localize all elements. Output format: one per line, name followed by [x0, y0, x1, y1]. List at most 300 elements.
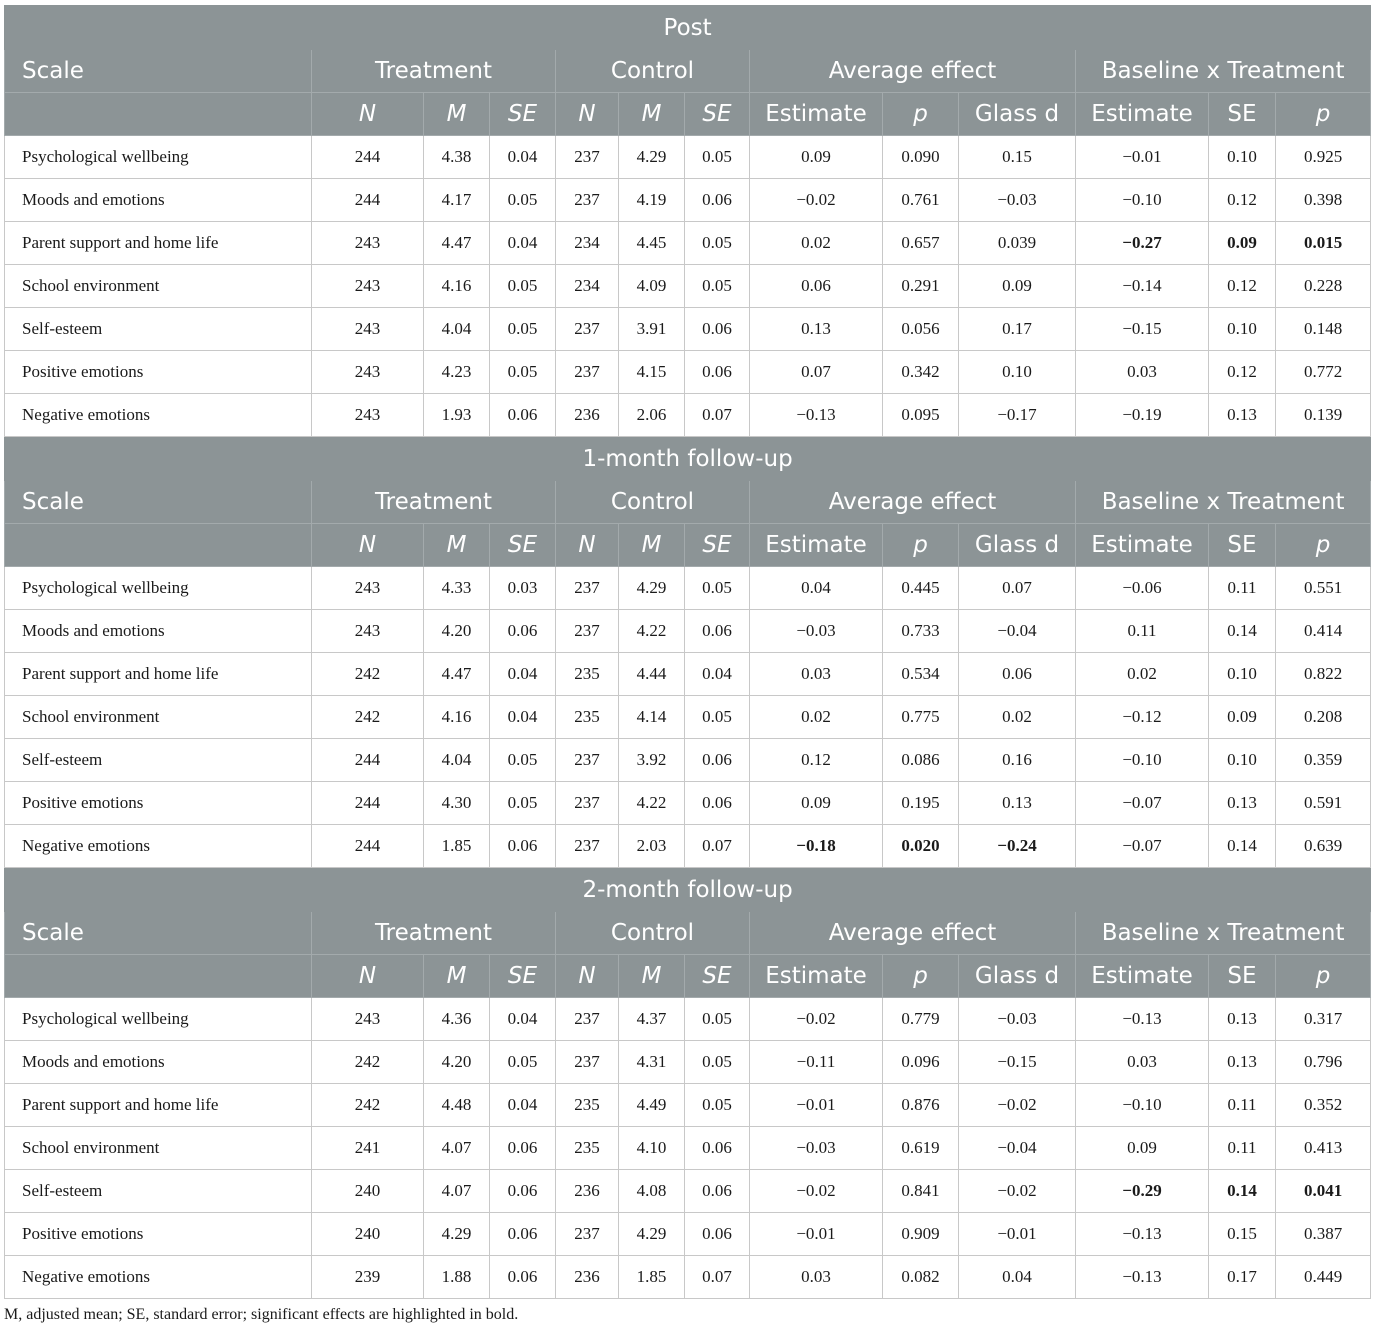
- scale-label: School environment: [5, 265, 312, 308]
- sub-header-treatment-m: M: [424, 93, 490, 136]
- cell-control-m: 4.22: [619, 610, 685, 653]
- cell-control-n: 237: [556, 567, 619, 610]
- cell-control-n: 234: [556, 265, 619, 308]
- cell-avg-p: 0.291: [883, 265, 959, 308]
- cell-avg-p: 0.056: [883, 308, 959, 351]
- treatment-header: Treatment: [312, 912, 556, 955]
- cell-control-se: 0.06: [685, 1127, 750, 1170]
- cell-control-m: 4.14: [619, 696, 685, 739]
- cell-treatment-se: 0.06: [490, 825, 556, 868]
- cell-glass-d: −0.04: [959, 610, 1076, 653]
- cell-control-se: 0.05: [685, 222, 750, 265]
- sub-header-treatment-n: N: [312, 955, 424, 998]
- cell-avg-p: 0.657: [883, 222, 959, 265]
- cell-control-m: 4.31: [619, 1041, 685, 1084]
- cell-control-n: 235: [556, 653, 619, 696]
- baseline-x-treatment-header: Baseline x Treatment: [1076, 50, 1371, 93]
- sub-header-control-n: N: [556, 93, 619, 136]
- cell-treatment-m: 4.16: [424, 265, 490, 308]
- cell-interaction-se: 0.17: [1209, 1256, 1276, 1299]
- cell-glass-d: −0.03: [959, 179, 1076, 222]
- cell-avg-p: 0.082: [883, 1256, 959, 1299]
- cell-interaction-se: 0.12: [1209, 351, 1276, 394]
- table-row: [5, 308, 1371, 351]
- cell-control-se: 0.05: [685, 998, 750, 1041]
- cell-avg-estimate: −0.02: [750, 179, 883, 222]
- cell-treatment-n: 243: [312, 394, 424, 437]
- cell-avg-estimate: −0.18: [750, 825, 883, 868]
- cell-treatment-se: 0.03: [490, 567, 556, 610]
- table-footnote: M, adjusted mean; SE, standard error; significant effects are highlighted in bold.: [4, 1306, 519, 1323]
- sub-header-treatment-se: SE: [490, 524, 556, 567]
- cell-treatment-se: 0.04: [490, 222, 556, 265]
- cell-treatment-se: 0.04: [490, 998, 556, 1041]
- table-row: [5, 567, 1371, 610]
- table-row: [5, 739, 1371, 782]
- cell-interaction-estimate: −0.19: [1076, 394, 1209, 437]
- cell-treatment-n: 242: [312, 1084, 424, 1127]
- cell-interaction-estimate: 0.03: [1076, 351, 1209, 394]
- cell-interaction-p: 0.148: [1276, 308, 1371, 351]
- sub-header-avg-p: p: [883, 955, 959, 998]
- cell-interaction-p: 0.772: [1276, 351, 1371, 394]
- cell-treatment-n: 243: [312, 351, 424, 394]
- table-row: [5, 825, 1371, 868]
- scale-label: Positive emotions: [5, 1213, 312, 1256]
- cell-control-se: 0.05: [685, 265, 750, 308]
- cell-treatment-m: 4.07: [424, 1127, 490, 1170]
- cell-treatment-se: 0.05: [490, 1041, 556, 1084]
- cell-control-m: 4.10: [619, 1127, 685, 1170]
- cell-control-n: 237: [556, 825, 619, 868]
- cell-glass-d: 0.17: [959, 308, 1076, 351]
- cell-interaction-p: 0.551: [1276, 567, 1371, 610]
- sub-header-avg-p: p: [883, 93, 959, 136]
- cell-interaction-p: 0.228: [1276, 265, 1371, 308]
- cell-control-m: 2.03: [619, 825, 685, 868]
- cell-control-n: 237: [556, 1213, 619, 1256]
- cell-glass-d: −0.03: [959, 998, 1076, 1041]
- cell-treatment-se: 0.06: [490, 1127, 556, 1170]
- section-title-row: [5, 868, 1371, 912]
- cell-avg-estimate: 0.03: [750, 1256, 883, 1299]
- cell-control-n: 235: [556, 696, 619, 739]
- cell-treatment-m: 4.29: [424, 1213, 490, 1256]
- cell-treatment-n: 242: [312, 653, 424, 696]
- cell-control-se: 0.05: [685, 1084, 750, 1127]
- cell-interaction-se: 0.12: [1209, 265, 1276, 308]
- scale-header: Scale: [5, 50, 312, 93]
- sub-header-control-se: SE: [685, 93, 750, 136]
- cell-treatment-m: 4.48: [424, 1084, 490, 1127]
- cell-interaction-estimate: −0.14: [1076, 265, 1209, 308]
- cell-avg-p: 0.445: [883, 567, 959, 610]
- cell-treatment-se: 0.05: [490, 351, 556, 394]
- cell-avg-p: 0.086: [883, 739, 959, 782]
- cell-interaction-p: 0.317: [1276, 998, 1371, 1041]
- cell-avg-estimate: 0.03: [750, 653, 883, 696]
- cell-control-n: 237: [556, 782, 619, 825]
- cell-interaction-p: 0.449: [1276, 1256, 1371, 1299]
- cell-interaction-estimate: −0.10: [1076, 1084, 1209, 1127]
- sub-header-glass-d: Glass d: [959, 524, 1076, 567]
- cell-glass-d: −0.01: [959, 1213, 1076, 1256]
- cell-interaction-estimate: −0.01: [1076, 136, 1209, 179]
- cell-control-m: 4.29: [619, 1213, 685, 1256]
- sub-header-interaction-estimate: Estimate: [1076, 524, 1209, 567]
- cell-glass-d: 0.04: [959, 1256, 1076, 1299]
- sub-header-treatment-se: SE: [490, 955, 556, 998]
- cell-interaction-se: 0.10: [1209, 653, 1276, 696]
- cell-avg-estimate: −0.03: [750, 1127, 883, 1170]
- cell-treatment-se: 0.04: [490, 696, 556, 739]
- cell-control-m: 4.08: [619, 1170, 685, 1213]
- cell-control-se: 0.07: [685, 825, 750, 868]
- cell-avg-estimate: 0.13: [750, 308, 883, 351]
- cell-treatment-m: 4.33: [424, 567, 490, 610]
- cell-interaction-se: 0.13: [1209, 394, 1276, 437]
- cell-treatment-m: 1.93: [424, 394, 490, 437]
- cell-treatment-n: 243: [312, 265, 424, 308]
- cell-control-se: 0.07: [685, 394, 750, 437]
- cell-control-n: 237: [556, 739, 619, 782]
- section-title: Post: [5, 6, 1371, 50]
- scale-label: Psychological wellbeing: [5, 998, 312, 1041]
- table-row: [5, 394, 1371, 437]
- cell-interaction-se: 0.14: [1209, 1170, 1276, 1213]
- sub-header-treatment-n: N: [312, 524, 424, 567]
- cell-interaction-p: 0.796: [1276, 1041, 1371, 1084]
- scale-label: Moods and emotions: [5, 179, 312, 222]
- table-row: [5, 222, 1371, 265]
- cell-control-n: 235: [556, 1127, 619, 1170]
- control-header: Control: [556, 50, 750, 93]
- cell-avg-estimate: 0.12: [750, 739, 883, 782]
- cell-treatment-m: 4.30: [424, 782, 490, 825]
- cell-control-n: 237: [556, 610, 619, 653]
- cell-interaction-p: 0.925: [1276, 136, 1371, 179]
- cell-interaction-p: 0.414: [1276, 610, 1371, 653]
- section-title: 2-month follow-up: [5, 868, 1371, 912]
- cell-interaction-p: 0.352: [1276, 1084, 1371, 1127]
- cell-control-se: 0.05: [685, 136, 750, 179]
- cell-interaction-p: 0.208: [1276, 696, 1371, 739]
- table-body: [5, 6, 1371, 1299]
- cell-treatment-m: 4.38: [424, 136, 490, 179]
- cell-interaction-p: 0.387: [1276, 1213, 1371, 1256]
- sub-header-row: [5, 93, 1371, 136]
- cell-avg-p: 0.195: [883, 782, 959, 825]
- cell-avg-estimate: 0.04: [750, 567, 883, 610]
- cell-treatment-n: 242: [312, 1041, 424, 1084]
- cell-interaction-estimate: −0.07: [1076, 825, 1209, 868]
- sub-header-blank: [5, 524, 312, 567]
- cell-control-se: 0.05: [685, 1041, 750, 1084]
- table-row: [5, 136, 1371, 179]
- cell-avg-estimate: −0.11: [750, 1041, 883, 1084]
- cell-glass-d: 0.02: [959, 696, 1076, 739]
- cell-treatment-n: 239: [312, 1256, 424, 1299]
- cell-interaction-se: 0.14: [1209, 610, 1276, 653]
- cell-treatment-n: 243: [312, 222, 424, 265]
- table-row: [5, 998, 1371, 1041]
- cell-treatment-n: 242: [312, 696, 424, 739]
- cell-glass-d: −0.02: [959, 1170, 1076, 1213]
- cell-control-m: 4.15: [619, 351, 685, 394]
- cell-glass-d: 0.10: [959, 351, 1076, 394]
- cell-interaction-p: 0.359: [1276, 739, 1371, 782]
- cell-interaction-estimate: −0.29: [1076, 1170, 1209, 1213]
- cell-interaction-se: 0.11: [1209, 1084, 1276, 1127]
- cell-control-m: 4.44: [619, 653, 685, 696]
- cell-control-se: 0.06: [685, 308, 750, 351]
- cell-glass-d: 0.07: [959, 567, 1076, 610]
- cell-avg-p: 0.841: [883, 1170, 959, 1213]
- average-effect-header: Average effect: [750, 912, 1076, 955]
- cell-glass-d: 0.13: [959, 782, 1076, 825]
- cell-treatment-se: 0.06: [490, 1256, 556, 1299]
- section-title: 1-month follow-up: [5, 437, 1371, 481]
- cell-glass-d: 0.16: [959, 739, 1076, 782]
- cell-avg-p: 0.909: [883, 1213, 959, 1256]
- cell-avg-p: 0.761: [883, 179, 959, 222]
- cell-glass-d: −0.17: [959, 394, 1076, 437]
- cell-control-n: 234: [556, 222, 619, 265]
- cell-avg-estimate: −0.01: [750, 1084, 883, 1127]
- cell-treatment-n: 243: [312, 567, 424, 610]
- table-row: [5, 1170, 1371, 1213]
- cell-control-n: 235: [556, 1084, 619, 1127]
- sub-header-interaction-estimate: Estimate: [1076, 955, 1209, 998]
- sub-header-interaction-p: p: [1276, 955, 1371, 998]
- cell-treatment-n: 244: [312, 179, 424, 222]
- scale-label: Negative emotions: [5, 394, 312, 437]
- cell-treatment-m: 4.04: [424, 739, 490, 782]
- scale-header: Scale: [5, 481, 312, 524]
- cell-interaction-estimate: −0.10: [1076, 739, 1209, 782]
- cell-interaction-p: 0.139: [1276, 394, 1371, 437]
- sub-header-control-se: SE: [685, 955, 750, 998]
- cell-avg-p: 0.342: [883, 351, 959, 394]
- cell-treatment-m: 4.16: [424, 696, 490, 739]
- cell-glass-d: −0.02: [959, 1084, 1076, 1127]
- group-header-row: [5, 481, 1371, 524]
- cell-interaction-se: 0.10: [1209, 136, 1276, 179]
- sub-header-treatment-m: M: [424, 524, 490, 567]
- baseline-x-treatment-header: Baseline x Treatment: [1076, 912, 1371, 955]
- cell-interaction-p: 0.041: [1276, 1170, 1371, 1213]
- treatment-header: Treatment: [312, 481, 556, 524]
- table-row: [5, 1213, 1371, 1256]
- cell-control-se: 0.06: [685, 179, 750, 222]
- cell-interaction-estimate: 0.03: [1076, 1041, 1209, 1084]
- sub-header-control-m: M: [619, 955, 685, 998]
- cell-control-m: 4.49: [619, 1084, 685, 1127]
- cell-treatment-m: 1.85: [424, 825, 490, 868]
- control-header: Control: [556, 912, 750, 955]
- cell-treatment-n: 240: [312, 1213, 424, 1256]
- sub-header-control-m: M: [619, 524, 685, 567]
- sub-header-row: [5, 955, 1371, 998]
- cell-avg-estimate: −0.02: [750, 1170, 883, 1213]
- cell-avg-p: 0.096: [883, 1041, 959, 1084]
- cell-avg-estimate: 0.09: [750, 136, 883, 179]
- cell-treatment-m: 1.88: [424, 1256, 490, 1299]
- cell-avg-estimate: −0.02: [750, 998, 883, 1041]
- cell-treatment-se: 0.06: [490, 610, 556, 653]
- cell-avg-estimate: −0.03: [750, 610, 883, 653]
- cell-avg-p: 0.534: [883, 653, 959, 696]
- cell-control-se: 0.06: [685, 610, 750, 653]
- cell-interaction-estimate: 0.09: [1076, 1127, 1209, 1170]
- cell-control-m: 4.19: [619, 179, 685, 222]
- table-row: [5, 265, 1371, 308]
- table-row: [5, 653, 1371, 696]
- cell-control-m: 4.22: [619, 782, 685, 825]
- scale-label: Parent support and home life: [5, 1084, 312, 1127]
- cell-interaction-se: 0.13: [1209, 782, 1276, 825]
- cell-avg-estimate: 0.06: [750, 265, 883, 308]
- cell-interaction-estimate: −0.10: [1076, 179, 1209, 222]
- cell-treatment-se: 0.06: [490, 1170, 556, 1213]
- average-effect-header: Average effect: [750, 481, 1076, 524]
- sub-header-control-n: N: [556, 955, 619, 998]
- cell-treatment-se: 0.04: [490, 653, 556, 696]
- cell-treatment-n: 244: [312, 825, 424, 868]
- cell-interaction-se: 0.10: [1209, 739, 1276, 782]
- cell-glass-d: 0.039: [959, 222, 1076, 265]
- cell-interaction-p: 0.822: [1276, 653, 1371, 696]
- cell-interaction-se: 0.12: [1209, 179, 1276, 222]
- baseline-x-treatment-header: Baseline x Treatment: [1076, 481, 1371, 524]
- cell-avg-p: 0.779: [883, 998, 959, 1041]
- cell-treatment-m: 4.47: [424, 653, 490, 696]
- sub-header-blank: [5, 93, 312, 136]
- cell-control-se: 0.04: [685, 653, 750, 696]
- sub-header-treatment-se: SE: [490, 93, 556, 136]
- table-row: [5, 1041, 1371, 1084]
- cell-interaction-estimate: 0.02: [1076, 653, 1209, 696]
- scale-label: School environment: [5, 1127, 312, 1170]
- cell-interaction-p: 0.413: [1276, 1127, 1371, 1170]
- scale-label: Negative emotions: [5, 1256, 312, 1299]
- scale-label: Positive emotions: [5, 351, 312, 394]
- scale-label: Positive emotions: [5, 782, 312, 825]
- cell-treatment-n: 243: [312, 610, 424, 653]
- table-row: [5, 610, 1371, 653]
- cell-treatment-m: 4.17: [424, 179, 490, 222]
- scale-label: Parent support and home life: [5, 222, 312, 265]
- cell-treatment-se: 0.04: [490, 1084, 556, 1127]
- cell-treatment-m: 4.23: [424, 351, 490, 394]
- cell-control-m: 3.91: [619, 308, 685, 351]
- group-header-row: [5, 912, 1371, 955]
- sub-header-blank: [5, 955, 312, 998]
- sub-header-interaction-p: p: [1276, 93, 1371, 136]
- cell-control-se: 0.06: [685, 1213, 750, 1256]
- cell-control-n: 237: [556, 998, 619, 1041]
- cell-interaction-p: 0.015: [1276, 222, 1371, 265]
- treatment-header: Treatment: [312, 50, 556, 93]
- cell-interaction-estimate: −0.07: [1076, 782, 1209, 825]
- cell-glass-d: −0.15: [959, 1041, 1076, 1084]
- sub-header-interaction-se: SE: [1209, 955, 1276, 998]
- section-title-row: [5, 6, 1371, 50]
- cell-control-n: 237: [556, 351, 619, 394]
- sub-header-avg-p: p: [883, 524, 959, 567]
- table-row: [5, 351, 1371, 394]
- cell-avg-estimate: −0.13: [750, 394, 883, 437]
- cell-control-n: 236: [556, 1256, 619, 1299]
- sub-header-avg-estimate: Estimate: [750, 955, 883, 998]
- cell-glass-d: 0.06: [959, 653, 1076, 696]
- cell-treatment-n: 243: [312, 308, 424, 351]
- sub-header-control-se: SE: [685, 524, 750, 567]
- cell-control-se: 0.05: [685, 696, 750, 739]
- sub-header-interaction-se: SE: [1209, 524, 1276, 567]
- sub-header-control-n: N: [556, 524, 619, 567]
- cell-treatment-n: 244: [312, 739, 424, 782]
- cell-interaction-estimate: −0.13: [1076, 1256, 1209, 1299]
- scale-label: Parent support and home life: [5, 653, 312, 696]
- cell-treatment-n: 241: [312, 1127, 424, 1170]
- section-title-row: [5, 437, 1371, 481]
- cell-control-n: 237: [556, 1041, 619, 1084]
- cell-interaction-se: 0.11: [1209, 1127, 1276, 1170]
- cell-control-se: 0.05: [685, 567, 750, 610]
- cell-interaction-se: 0.15: [1209, 1213, 1276, 1256]
- scale-label: Negative emotions: [5, 825, 312, 868]
- scale-header: Scale: [5, 912, 312, 955]
- sub-header-avg-estimate: Estimate: [750, 524, 883, 567]
- sub-header-row: [5, 524, 1371, 567]
- cell-treatment-m: 4.20: [424, 1041, 490, 1084]
- control-header: Control: [556, 481, 750, 524]
- cell-interaction-se: 0.09: [1209, 696, 1276, 739]
- scale-label: Self-esteem: [5, 1170, 312, 1213]
- cell-control-n: 237: [556, 179, 619, 222]
- cell-interaction-estimate: −0.06: [1076, 567, 1209, 610]
- cell-interaction-p: 0.398: [1276, 179, 1371, 222]
- sub-header-treatment-n: N: [312, 93, 424, 136]
- cell-control-n: 237: [556, 136, 619, 179]
- scale-label: Moods and emotions: [5, 1041, 312, 1084]
- sub-header-glass-d: Glass d: [959, 955, 1076, 998]
- scale-label: School environment: [5, 696, 312, 739]
- cell-treatment-n: 240: [312, 1170, 424, 1213]
- cell-control-se: 0.06: [685, 1170, 750, 1213]
- cell-control-m: 4.37: [619, 998, 685, 1041]
- cell-interaction-estimate: −0.13: [1076, 1213, 1209, 1256]
- sub-header-interaction-p: p: [1276, 524, 1371, 567]
- cell-interaction-estimate: −0.27: [1076, 222, 1209, 265]
- cell-control-m: 4.29: [619, 136, 685, 179]
- scale-label: Self-esteem: [5, 308, 312, 351]
- scale-label: Moods and emotions: [5, 610, 312, 653]
- cell-interaction-p: 0.591: [1276, 782, 1371, 825]
- cell-control-se: 0.06: [685, 739, 750, 782]
- table-row: [5, 179, 1371, 222]
- cell-treatment-m: 4.36: [424, 998, 490, 1041]
- cell-interaction-se: 0.14: [1209, 825, 1276, 868]
- cell-glass-d: 0.15: [959, 136, 1076, 179]
- sub-header-treatment-m: M: [424, 955, 490, 998]
- cell-treatment-se: 0.05: [490, 782, 556, 825]
- cell-control-se: 0.07: [685, 1256, 750, 1299]
- sub-header-control-m: M: [619, 93, 685, 136]
- cell-treatment-se: 0.04: [490, 136, 556, 179]
- cell-interaction-estimate: −0.15: [1076, 308, 1209, 351]
